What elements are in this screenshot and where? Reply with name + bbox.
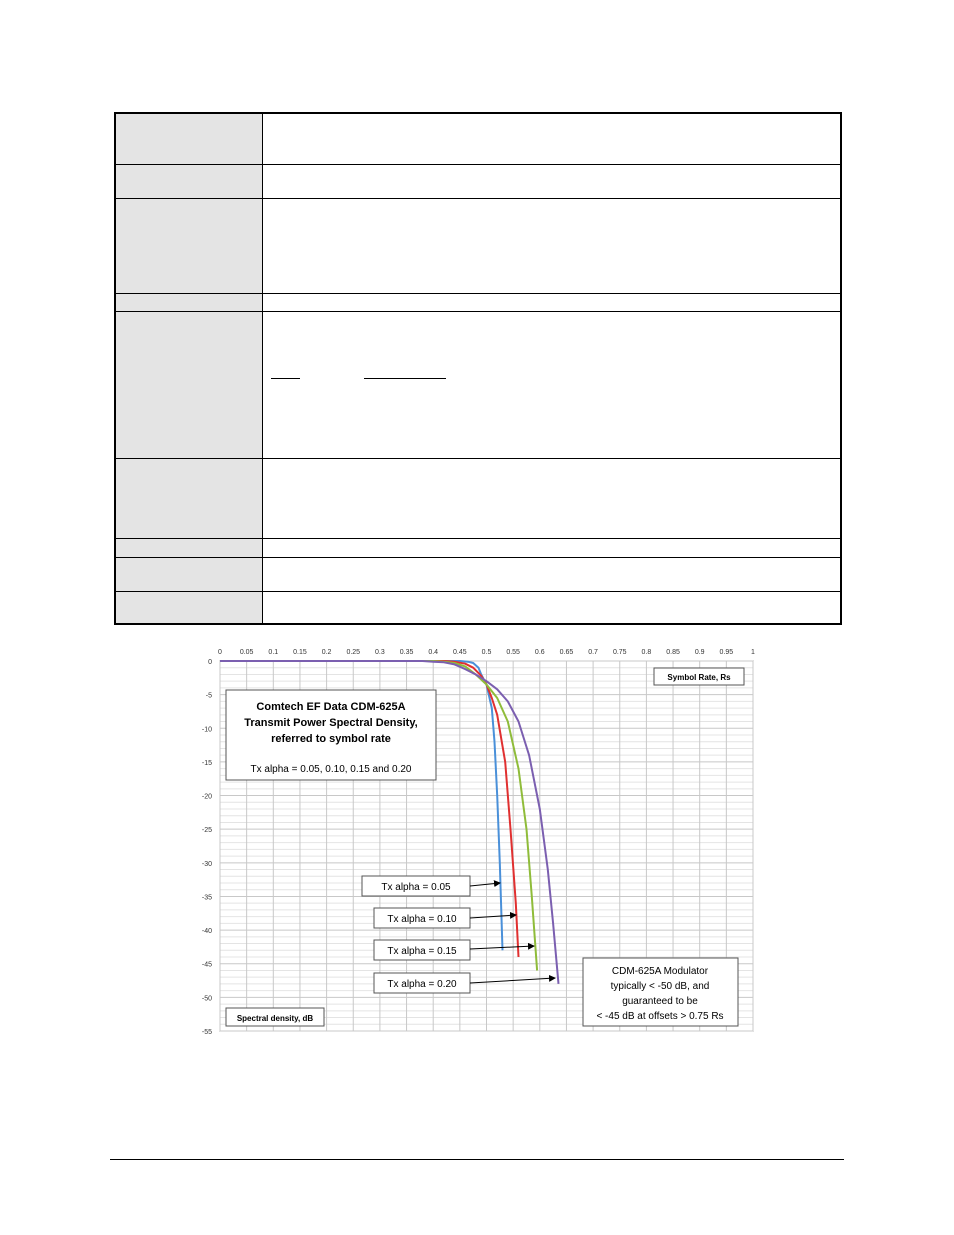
row-label [115,113,263,164]
x-tick-label: 0.15 [293,649,307,656]
row-value [263,538,842,557]
y-tick-label: -35 [201,894,212,902]
x-tick-label: 1 [751,649,755,656]
row-value [263,198,842,293]
x-tick-label: 0.85 [666,649,680,656]
row-value [263,113,842,164]
row-value [263,293,842,311]
y-axis-label: Spectral density, dB [236,1014,314,1023]
x-tick-label: 0 [218,649,222,656]
y-tick-label: -15 [201,759,212,767]
table-row [115,311,841,458]
x-axis-label: Symbol Rate, Rs [667,673,731,682]
row-value [263,557,842,591]
legend-label-alpha-010: Tx alpha = 0.10 [387,914,457,925]
chart-subtitle: Tx alpha = 0.05, 0.10, 0.15 and 0.20 [250,764,412,775]
table-row [115,164,841,198]
y-tick-label: -30 [201,860,212,868]
y-tick-label: -55 [201,1029,212,1036]
row-value-underlined [263,311,842,458]
x-tick-label: 0.35 [399,649,414,656]
underline-mark [271,378,300,379]
x-tick-label: 0.55 [506,649,520,656]
y-tick-label: -50 [201,995,212,1003]
spectral-density-chart [190,638,765,1040]
table-row [115,557,841,591]
table-row [115,198,841,293]
row-label [115,311,263,458]
table-row [115,538,841,557]
legend-label-alpha-020: Tx alpha = 0.20 [387,979,457,990]
row-label [115,198,263,293]
row-label [115,591,263,624]
row-label [115,293,263,311]
x-tick-label: 0.4 [428,649,439,656]
x-tick-labels [218,649,755,656]
row-label [115,458,263,538]
y-tick-label: -25 [201,827,212,835]
note-line-1: CDM-625A Modulator [611,966,709,977]
y-tick-labels [202,659,212,1036]
x-tick-label: 0.65 [559,649,574,656]
x-tick-label: 0.2 [321,649,332,656]
x-tick-label: 0.3 [375,649,385,656]
note-line-4: < -45 dB at offsets > 0.75 Rs [596,1011,724,1022]
table-row [115,293,841,311]
x-tick-label: 0.6 [534,649,545,656]
row-value [263,591,842,624]
y-tick-label: -10 [201,726,212,734]
y-tick-label: -45 [201,961,212,969]
x-tick-label: 0.1 [268,649,279,656]
y-tick-label: -20 [201,793,212,801]
table-row [115,458,841,538]
x-tick-label: 0.9 [694,649,705,656]
row-label [115,538,263,557]
x-tick-label: 0.45 [453,649,467,656]
y-tick-label: 0 [208,659,212,666]
row-value [263,164,842,198]
row-label [115,557,263,591]
x-tick-label: 0.95 [719,649,734,656]
legend-label-alpha-005: Tx alpha = 0.05 [381,882,451,893]
chart-title-line-2: Transmit Power Spectral Density, [244,717,418,729]
chart-title-line-3: referred to symbol rate [271,733,391,745]
legend-label-alpha-015: Tx alpha = 0.15 [387,946,457,957]
table-row [115,591,841,624]
table-row [115,113,841,164]
footer-rule [110,1159,844,1160]
specification-table [114,112,842,625]
x-tick-label: 0.5 [481,649,492,656]
x-tick-label: 0.8 [641,649,652,656]
x-tick-label: 0.75 [612,649,627,656]
underline-mark [364,378,446,379]
note-line-2: typically < -50 dB, and [610,981,710,992]
note-line-3: guaranteed to be [622,996,698,1007]
x-tick-label: 0.25 [346,649,361,656]
chart-title-line-1: Comtech EF Data CDM-625A [256,701,406,713]
row-value [263,458,842,538]
y-tick-label: -5 [205,692,212,700]
y-tick-label: -40 [201,928,212,936]
row-label [115,164,263,198]
x-tick-label: 0.05 [239,649,254,656]
x-tick-label: 0.7 [588,649,598,656]
